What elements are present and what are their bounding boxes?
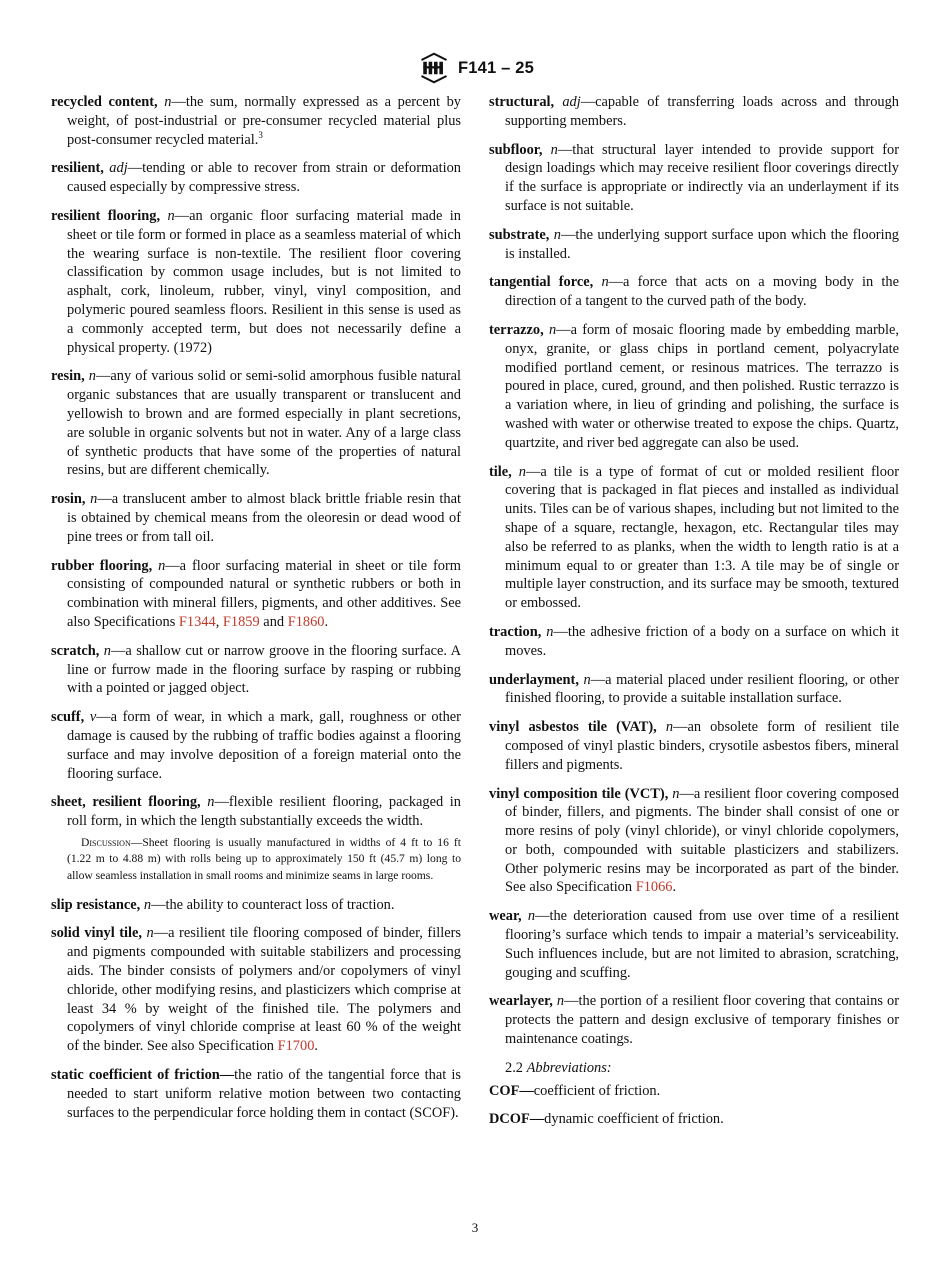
definition-underlayment: underlayment, n—a material placed under resilient flooring, or other finished flooring, to provide a suitable installation surface. <box>489 671 899 707</box>
abbreviation-dcof: DCOF—dynamic coefficient of friction. <box>489 1111 724 1128</box>
page-number: 3 <box>471 1220 479 1235</box>
right-column <box>489 93 899 1139</box>
left-column <box>51 93 461 1132</box>
definition-resilient: resilient, adj—tending or able to recover from strain or deformation caused especially by compressive stress. <box>51 160 461 196</box>
definition-rubber-flooring: rubber flooring, n—a floor surfacing material in sheet or tile form consisting of compounded natural or synthetic rubbers or both in combination with mineral fillers, pigments, and other additives. See also Specifications F1344, F1859 and F1860. <box>51 557 461 630</box>
document-id: F141 – 25 <box>457 58 535 77</box>
definition-subfloor: subfloor, n—that structural layer intended to provide support for design loadings which may receive resilient floor coverings directly if the surface is appropriate or indirectly via an underlayment if its surface is not suitable. <box>489 141 899 214</box>
definition-rosin: rosin, n—a translucent amber to almost black brittle friable resin that is obtained by chemical means from the oleoresin or dead wood of pine trees or from tall oil. <box>51 491 461 545</box>
spec-link-f1859[interactable]: F1859 <box>222 613 260 630</box>
definition-sheet-resilient-flooring: sheet, resilient flooring, n—flexible resilient flooring, packaged in roll form, in which the length substantially exceeds the width. <box>51 794 462 830</box>
definition-vinyl-asbestos-tile: vinyl asbestos tile (VAT), n—an obsolete form of resilient tile composed of vinyl plastic binders, crysotile asbestos fibers, mineral fillers and pigments. <box>489 719 900 773</box>
spec-link-f1860[interactable]: F1860 <box>287 613 325 630</box>
footnote-ref[interactable]: 3 <box>258 129 263 140</box>
definition-terrazzo: terrazzo, n—a form of mosaic flooring made by embedding marble, onyx, granite, or glass chips in portland cement, polyacrylate modified portland cement, or resinous matrices. The terrazzo is poured in place, cured, ground, and then polished. Rustic terrazzo is a variation where, in lieu of grinding and polishing, the surface is washed with water or otherwise treated to expose the chips. Quartz, quartzite, and river bed aggregate can also be used. <box>489 321 899 451</box>
definition-solid-vinyl-tile: solid vinyl tile, n—a resilient tile flooring composed of binder, fillers and pigments compounded with suitable stabilizers and processing aids. The binder consists of polymers and/or copolymers of vinyl chloride, other modifying resins, and plasticizers which comprise at least 34 % by weight of the finished tile. The polymers and copolymers of vinyl chloride comprise at least 60 % of the weight of the binder. See also Specification F1700. <box>51 925 461 1055</box>
definition-slip-resistance: slip resistance, n—the ability to counteract loss of traction. <box>51 896 395 913</box>
section-heading-abbreviations: 2.2 Abbreviations: <box>505 1059 612 1076</box>
definition-wear: wear, n—the deterioration caused from use over time of a resilient flooring’s surface which tends to impair a material’s serviceability. Such influences include, but are not limited to abrasion, scratching, gouging and scuffing. <box>489 908 899 981</box>
spec-link-f1344[interactable]: F1344 <box>178 613 216 630</box>
definition-resin: resin, n—any of various solid or semi-solid amorphous fusible natural organic substances that are usually transparent or translucent and yellowish to brown and are formed especially in plant secretions, are soluble in organic solvents but not in water. Any of a large class of synthetic products that have some of the properties of natural resins, but are different chemically. <box>51 368 461 479</box>
discussion-note: Discussion—Sheet flooring is usually manufactured in widths of 4 ft to 16 ft (1.22 m to 4.88 m) with rolls being up to approximately 150 ft (45.7 m) long to allow seamless installation in small rooms and minimize seams in large rooms. <box>67 835 461 883</box>
definition-tangential-force: tangential force, n—a force that acts on a moving body in the direction of a tangent to the curved path of the body. <box>489 274 899 310</box>
abbreviation-cof: COF—coefficient of friction. <box>489 1082 661 1099</box>
definition-substrate: substrate, n—the underlying support surface upon which the flooring is installed. <box>489 226 899 262</box>
definition-scuff: scuff, v—a form of wear, in which a mark, gall, roughness or other damage is caused by the rubbing of traffic bodies against a flooring surface and may involve deposition of a foreign material onto the flooring surface. <box>51 709 461 782</box>
definition-recycled-content: recycled content, n—the sum, normally expressed as a percent by weight, of post-industrial or pre-consumer recycled material plus post-consumer recycled material.$^3$ <box>51 94 461 148</box>
spec-link-f1066[interactable]: F1066 <box>635 879 673 896</box>
definition-vinyl-composition-tile: vinyl composition tile (VCT), n—a resilient floor covering composed of binder, fillers, and pigments. The binder shall consist of one or more resins of poly (vinyl chloride), or vinyl chloride copolymers, or both, compounded with suitable plasticizers and stabilizers. Other polymeric resins may be incorporated as part of the binder. See also Specification F1066. <box>489 785 899 896</box>
spec-link-f1700[interactable]: F1700 <box>277 1038 315 1055</box>
definition-static-coefficient-of-friction: static coefficient of friction—the ratio of the tangential force that is needed to start uniform relative motion between two contacting surfaces to the perpendicular force holding them in contact (SCOF). <box>51 1067 461 1121</box>
astm-logo-icon <box>416 51 452 85</box>
definition-structural: structural, adj—capable of transferring loads across and through supporting members. <box>489 94 899 129</box>
definition-resilient-flooring: resilient flooring, n—an organic floor surfacing material made in sheet or tile form or formed in place as a seamless material of which the wearing surface is non-textile. The resilient floor covering classification by common usage includes, but is not limited to asphalt, cork, linoleum, rubber, vinyl, vinyl composition, and polymeric poured seamless floors. Resilient in this sense is used as a commonly accepted term, but does not necessarily define a physical property. (1972) <box>51 207 461 356</box>
definition-wearlayer: wearlayer, n—the portion of a resilient floor covering that contains or protects the pattern and design exclusive of temporary finishes or maintenance coatings. <box>489 993 899 1048</box>
page-header <box>0 50 950 86</box>
definition-traction: traction, n—the adhesive friction of a body on a surface on which it moves. <box>489 623 899 659</box>
definition-tile: tile, n—a tile is a type of format of cut or molded resilient floor covering that is packaged in flat pieces and installed as individual units. Tiles can be of various shapes, including but not limited to the shape of a square, rectangle, hexagon, etc. Rectangular tiles may also be referred to as planks, when the width to length ratio is at a minimum equal to or greater than 1:3. A tile may be of single or multiple layer construction, and its surface may be smooth, textured or embossed. <box>489 463 899 612</box>
definition-scratch: scratch, n—a shallow cut or narrow groove in the flooring surface. A line or furrow made in the flooring surface by rasping or rubbing with a pointed or jagged object. <box>51 642 461 697</box>
